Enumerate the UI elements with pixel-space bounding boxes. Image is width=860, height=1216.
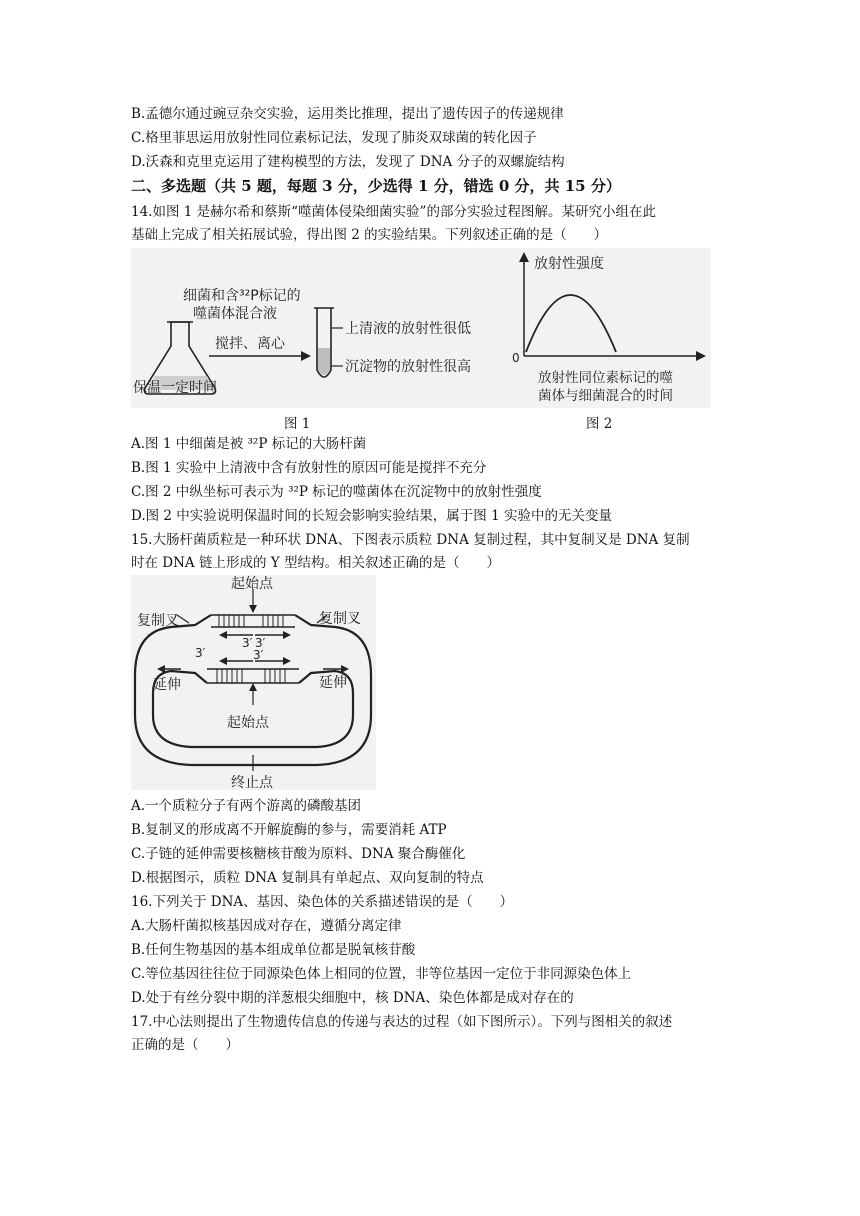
prime-label-c: 3′ <box>195 646 206 660</box>
option-13-b: B.孟德尔通过豌豆杂交实验，运用类比推理，提出了遗传因子的传递规律 <box>131 106 564 122</box>
section-heading-multiple-choice: 二、多选题（共 5 题，每题 3 分，少选得 1 分，错选 0 分，共 15 分） <box>131 177 621 195</box>
precipitate <box>318 348 330 375</box>
option-14-d: D.图 2 中实验说明保温时间的长短会影响实验结果，属于图 1 实验中的无关变量 <box>131 508 612 524</box>
question-16-stem: 16.下列关于 DNA、基因、染色体的关系描述错误的是（ ） <box>131 894 514 910</box>
fork-left-label: 复制叉 <box>137 613 179 629</box>
option-16-d: D.处于有丝分裂中期的洋葱根尖细胞中，核 DNA、染色体都是成对存在的 <box>131 990 574 1006</box>
figure-2-caption: 图 2 <box>586 416 613 432</box>
extend-right-label: 延伸 <box>319 675 347 691</box>
option-13-c: C.格里菲思运用放射性同位素标记法，发现了肺炎双球菌的转化因子 <box>131 130 537 146</box>
supernatant-label: 上清液的放射性很低 <box>345 321 471 337</box>
terminus-label: 终止点 <box>231 775 273 790</box>
x-axis-label-1: 放射性同位素标记的噬 <box>538 370 673 386</box>
question-14-stem-line1: 14.如图 1 是赫尔希和蔡斯“噬菌体侵染细菌实验”的部分实验过程图解。某研究小组在此 <box>131 204 656 220</box>
question-15-stem-line1: 15.大肠杆菌质粒是一种环状 DNA、下图表示质粒 DNA 复制过程，其中复制叉是 DNA 复制 <box>131 532 690 548</box>
figure-1-experiment <box>131 248 510 408</box>
base-pairs-bottom <box>217 669 285 683</box>
mix-label-1: 细菌和含³²P标记的 <box>183 288 301 304</box>
option-15-d: D.根据图示，质粒 DNA 复制具有单起点、双向复制的特点 <box>131 870 484 886</box>
extend-left-label: 延伸 <box>153 677 181 693</box>
y-axis-label: 放射性强度 <box>534 256 604 272</box>
option-14-b: B.图 1 实验中上清液中含有放射性的原因可能是搅拌不充分 <box>131 460 487 476</box>
prime-label-b: 3′ <box>255 636 266 650</box>
figure-1-caption: 图 1 <box>284 416 311 432</box>
option-15-c: C.子链的延伸需要核糖核苷酸为原料、DNA 聚合酶催化 <box>131 846 466 862</box>
question-17-stem-line1: 17.中心法则提出了生物遗传信息的传递与表达的过程（如下图所示）。下列与图相关的叙述 <box>131 1014 673 1030</box>
incubate-label: 保温一定时间 <box>133 380 217 396</box>
prime-label-a: 3′ <box>242 636 253 650</box>
precipitate-label: 沉淀物的放射性很高 <box>345 359 471 375</box>
figure-plasmid-replication <box>131 575 376 790</box>
option-14-a: A.图 1 中细菌是被 ³²P 标记的大肠杆菌 <box>131 436 367 452</box>
origin-label: 0 <box>512 351 520 365</box>
option-16-b: B.任何生物基因的基本组成单位都是脱氧核苷酸 <box>131 942 416 958</box>
origin-inner-label: 起始点 <box>227 715 269 731</box>
figure-2-graph <box>510 248 711 408</box>
option-15-a: A.一个质粒分子有两个游离的磷酸基团 <box>131 798 362 814</box>
x-axis-label-2: 菌体与细菌混合的时间 <box>538 388 673 404</box>
option-13-d: D.沃森和克里克运用了建构模型的方法，发现了 DNA 分子的双螺旋结构 <box>131 154 565 170</box>
option-15-b: B.复制叉的形成离不开解旋酶的参与，需要消耗 ATP <box>131 822 447 838</box>
option-16-a: A.大肠杆菌拟核基因成对存在，遵循分离定律 <box>131 918 402 934</box>
option-14-c: C.图 2 中纵坐标可表示为 ³²P 标记的噬菌体在沉淀物中的放射性强度 <box>131 484 542 500</box>
radioactivity-curve <box>526 295 616 352</box>
arrow-label: 搅拌、离心 <box>215 336 285 352</box>
base-pairs-top <box>219 615 283 627</box>
question-14-stem-line2: 基础上完成了相关拓展试验，得出图 2 的实验结果。下列叙述正确的是（ ） <box>131 227 608 243</box>
mix-label-2: 噬菌体混合液 <box>193 306 277 322</box>
fork-right-label: 复制叉 <box>319 611 361 627</box>
origin-top-label: 起始点 <box>231 576 273 592</box>
question-17-stem-line2: 正确的是（ ） <box>131 1037 239 1053</box>
option-16-c: C.等位基因往往位于同源染色体上相同的位置，非等位基因一定位于非同源染色体上 <box>131 966 632 982</box>
prime-label-d: 3′ <box>253 648 264 662</box>
question-15-stem-line2: 时在 DNA 链上形成的 Y 型结构。相关叙述正确的是（ ） <box>131 555 500 571</box>
